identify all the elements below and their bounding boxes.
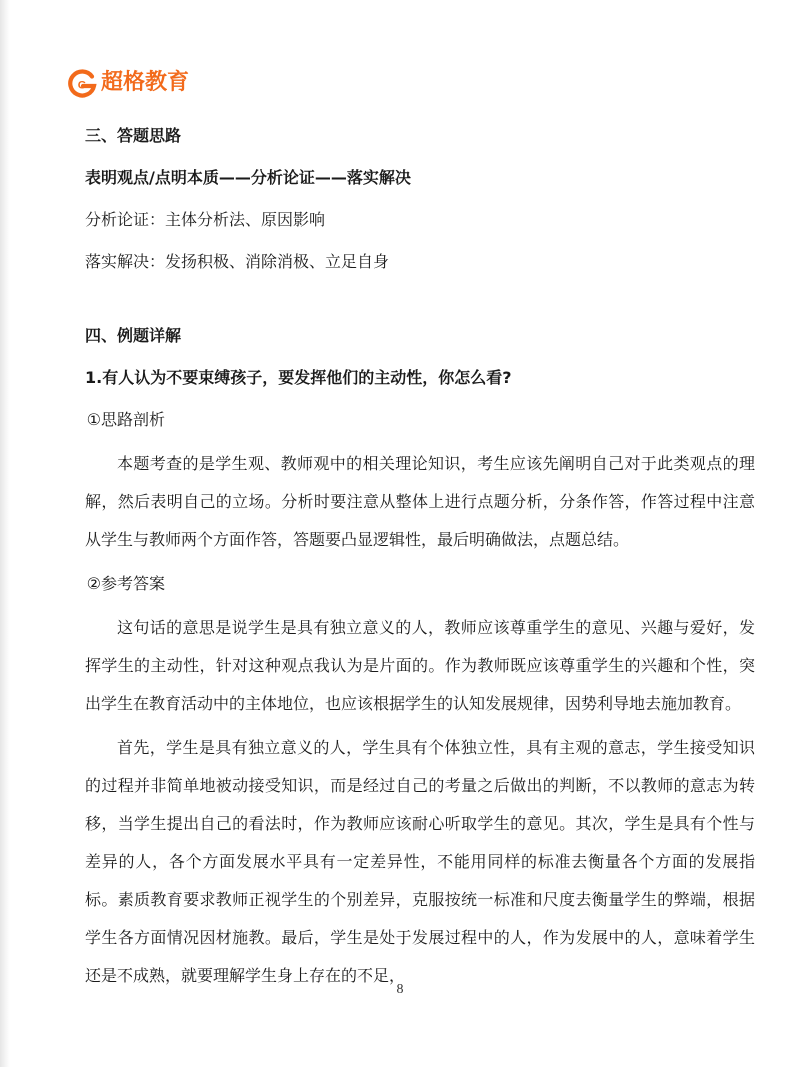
thinking-paragraph: 本题考查的是学生观、教师观中的相关理论知识，考生应该先阐明自己对于此类观点的理解，然后表明自己的立场。分析时要注意从整体上进行点题分析，分条作答，作答过程中注意从学生与教师两个方面作答，答题要凸显逻辑性，最后明确做法，点题总结。 <box>85 454 755 549</box>
brand-name: 超格教育 <box>101 70 190 95</box>
solution-method: 落实解决：发扬积极、消除消极、立足自身 <box>85 252 390 271</box>
brand-logo <box>66 66 189 100</box>
section-heading-approach: 三、答题思路 <box>85 126 182 145</box>
example-question: 1.有人认为不要束缚孩子，要发挥他们的主动性，你怎么看? <box>85 368 512 387</box>
page-number: 8 <box>396 982 404 997</box>
logo-g-icon <box>66 67 98 99</box>
page-left-edge-shadow <box>0 0 10 1067</box>
logo-glyph: G <box>77 79 87 92</box>
analysis-method: 分析论证：主体分析法、原因影响 <box>85 210 326 229</box>
section-heading-examples: 四、例题详解 <box>85 326 182 345</box>
answer-paragraph-2: 首先，学生是具有独立意义的人，学生具有个体独立性，具有主观的意志，学生接受知识的过程并非简单地被动接受知识，而是经过自己的考量之后做出的判断，不以教师的意志为转移，当学生提出自己的看法时，作为教师应该耐心听取学生的意见。其次，学生是具有个性与差异的人，各个方面发展水平具有一定差异性，不能用同样的标准去衡量各个方面的发展指标。素质教育要求教师正视学生的个别差异，克服按统一标准和尺度去衡量学生的弊端，根据学生各方面情况因材施教。最后，学生是处于发展过程中的人，作为发展中的人，意味着学生还是不成熟，就要理解学生身上存在的不足， <box>85 738 755 985</box>
document-body <box>85 117 755 995</box>
thinking-label: ①思路剖析 <box>86 410 165 429</box>
answer-formula: 表明观点/点明本质——分析论证——落实解决 <box>85 168 411 187</box>
answer-paragraph-1: 这句话的意思是说学生是具有独立意义的人，教师应该尊重学生的意见、兴趣与爱好，发挥学生的主动性，针对这种观点我认为是片面的。作为教师既应该尊重学生的兴趣和个性，突出学生在教育活动中的主体地位，也应该根据学生的认知发展规律，因势利导地去施加教育。 <box>85 618 755 713</box>
answer-label: ②参考答案 <box>86 574 165 593</box>
